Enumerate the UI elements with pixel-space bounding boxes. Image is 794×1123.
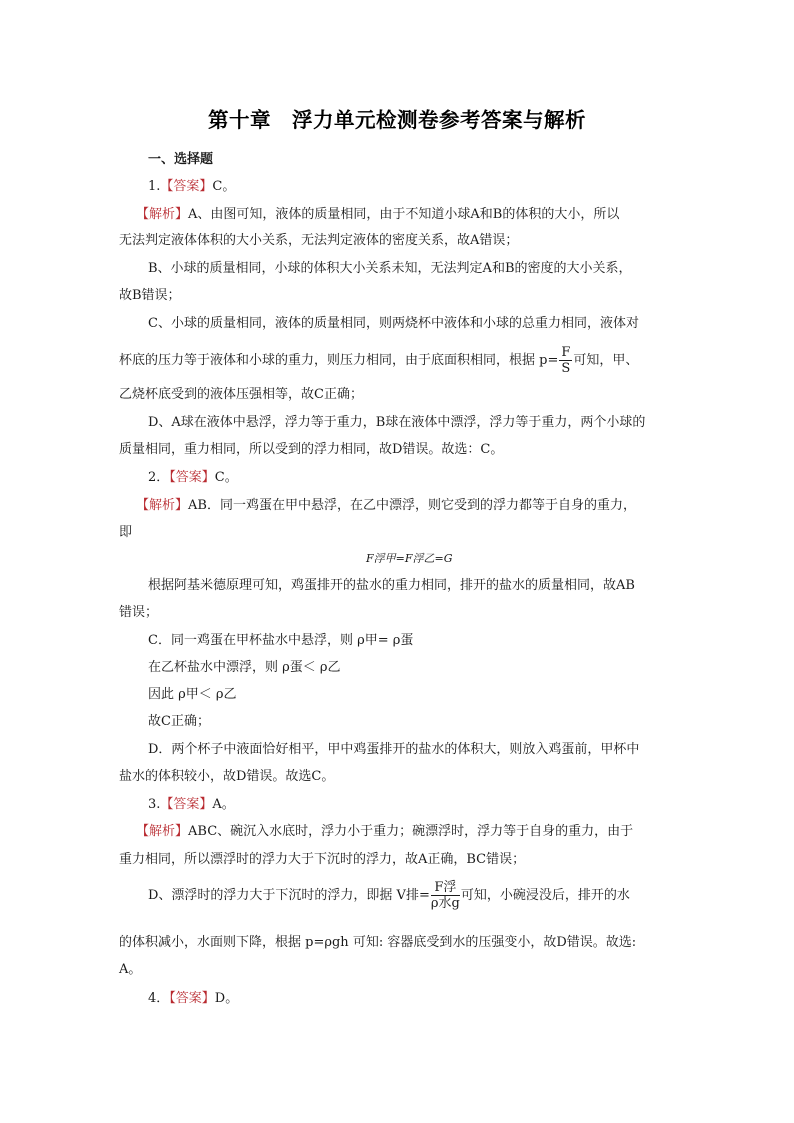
q3-analysis-line-3 (148, 878, 630, 914)
q1-answer: 1.【答案】C。 (148, 179, 236, 194)
q2-analysis-line-10: 盐水的体积较小，故D错误。故选C。 (119, 769, 335, 784)
q1-analysis-line-2: 无法判定液体体积的大小关系，无法判定液体的密度关系，故A错误； (119, 233, 519, 248)
q1-analysis-line-3: B、小球的质量相同，小球的体积大小关系未知，无法判定A和B的密度的大小关系， (148, 261, 632, 276)
q3-line-3-text-a: D、漂浮时的浮力大于下沉时的浮力，即据 V排= (148, 888, 430, 903)
q2-analysis-line-2: 即 (119, 525, 133, 540)
q4-answer: 4．【答案】D。 (148, 991, 239, 1006)
volume-fraction (431, 880, 460, 911)
q2-analysis-line-1: 【解析】AB．同一鸡蛋在甲中悬浮，在乙中漂浮，则它受到的浮力都等于自身的重力， (136, 498, 636, 513)
q3-analysis-line-2: 重力相同，所以漂浮时的浮力大于下沉时的浮力，故A正确，BC错误； (119, 852, 526, 867)
q2-analysis-line-7: 因此 ρ甲＜ ρ乙 (148, 687, 237, 702)
page-title: 第十章 浮力单元检测卷参考答案与解析 (208, 108, 586, 132)
q2-analysis-line-5: C．同一鸡蛋在甲杯盐水中悬浮，则 ρ甲= ρ蛋 (148, 633, 414, 648)
fraction-numerator: F (561, 345, 571, 360)
q3-line-3-text-b: 可知，小碗浸没后，排开的水 (460, 888, 630, 903)
q2-analysis-line-3: 根据阿基米德原理可知，鸡蛋排开的盐水的重力相同，排开的盐水的质量相同，故AB (148, 578, 635, 593)
q1-line-6-text-b: 可知，甲、 (573, 353, 639, 368)
q1-analysis-line-7: 乙烧杯底受到的液体压强相等，故C正确； (119, 387, 363, 402)
q1-analysis-line-4: 故B错误； (119, 288, 181, 303)
fraction-denominator: S (561, 361, 571, 376)
q1-analysis-line-1: 【解析】A、由图可知，液体的质量相同，由于不知道小球A和B的体积的大小，所以 (136, 207, 620, 222)
q1-analysis-line-6 (119, 343, 638, 379)
q2-analysis-line-9: D．两个杯子中液面恰好相平，甲中鸡蛋排开的盐水的体积大，则放入鸡蛋前，甲杯中 (148, 742, 640, 757)
q1-analysis-line-9: 质量相同，重力相同，所以受到的浮力相同，故D错误。故选：C。 (119, 442, 504, 457)
q3-analysis-line-1: 【解析】ABC、碗沉入水底时，浮力小于重力；碗漂浮时，浮力等于自身的重力，由于 (136, 824, 634, 839)
q2-analysis-line-4: 错误； (119, 605, 159, 620)
fraction-denominator: ρ水g (430, 896, 460, 911)
q2-buoyancy-formula: F浮甲=F浮乙=G (366, 552, 453, 565)
q2-answer: 2．【答案】C。 (148, 470, 238, 485)
fraction-numerator: F浮 (431, 880, 460, 896)
q3-analysis-line-4: 的体积减小，水面则下降，根据 p=ρgh 可知: 容器底受到水的压强变小，故D错误。故选: (119, 935, 637, 950)
q1-line-6-text-a: 杯底的压力等于液体和小球的重力，则压力相同，由于底面积相同，根据 p= (119, 353, 559, 368)
section-heading: 一、选择题 (148, 152, 214, 167)
q1-analysis-line-8: D、A球在液体中悬浮，浮力等于重力，B球在液体中漂浮，浮力等于重力，两个小球的 (148, 415, 646, 430)
q3-answer: 3.【答案】A。 (148, 797, 235, 812)
q2-analysis-line-6: 在乙杯盐水中漂浮，则 ρ蛋＜ ρ乙 (148, 660, 341, 675)
pressure-fraction (559, 345, 572, 376)
q3-analysis-line-5: A。 (119, 962, 142, 977)
q2-analysis-line-8: 故C正确； (148, 714, 210, 729)
q1-analysis-line-5: C、小球的质量相同，液体的质量相同，则两烧杯中液体和小球的总重力相同，液体对 (148, 316, 639, 331)
